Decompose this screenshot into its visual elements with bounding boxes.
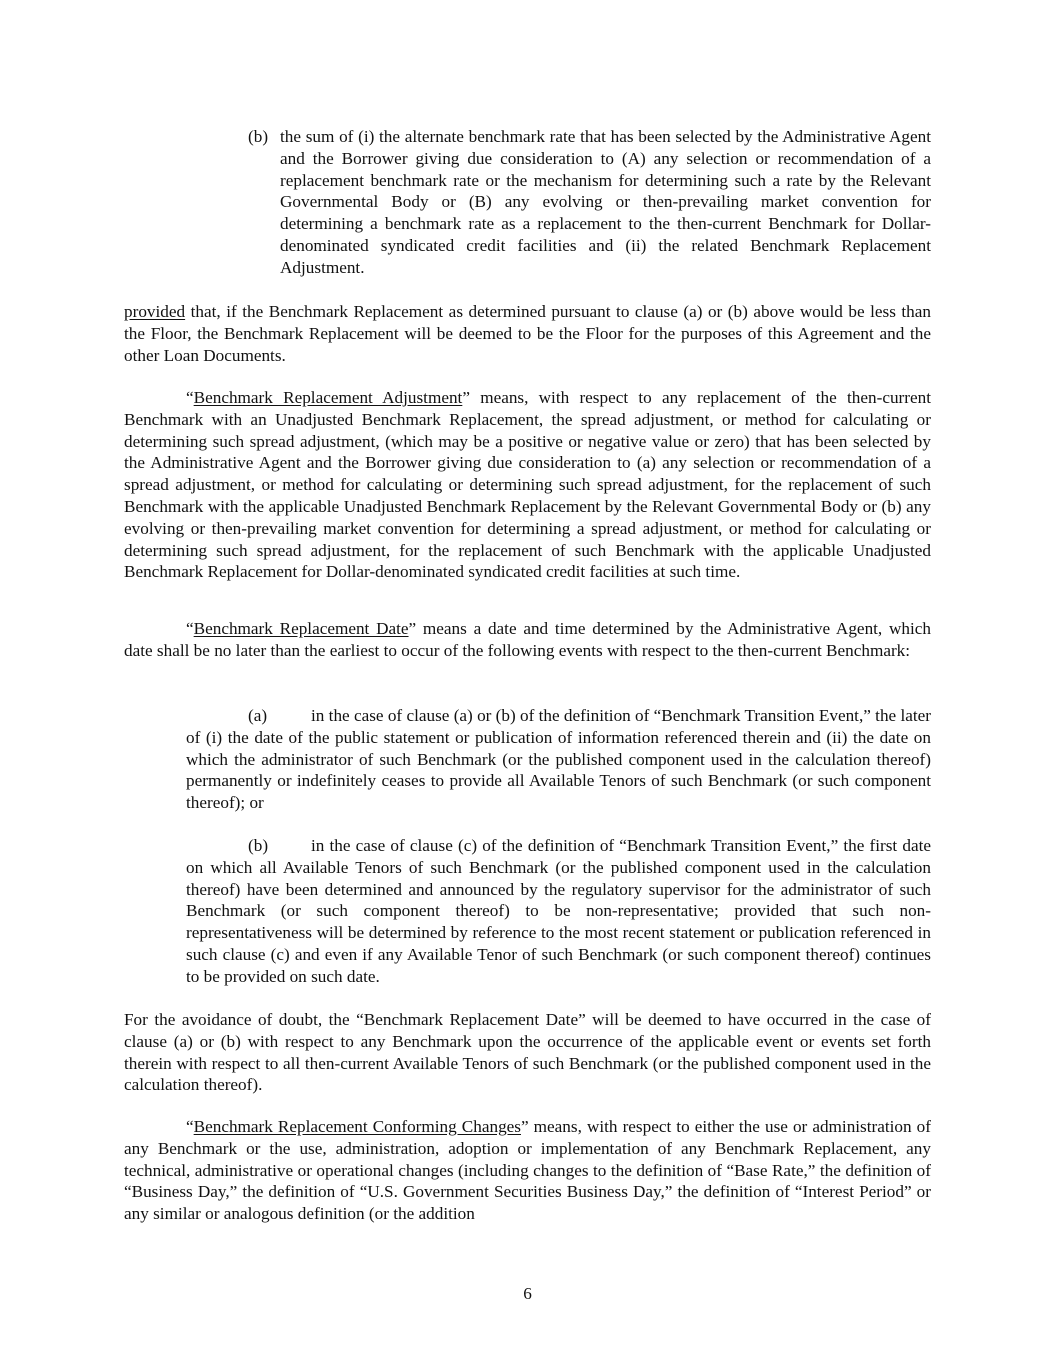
proviso-term: provided	[124, 302, 186, 321]
date-clause-a	[186, 705, 931, 814]
date-clause-b-label: (b)	[248, 836, 269, 855]
clause-b-label: (b)	[248, 127, 269, 146]
definition-text: ” means, with respect to either the use or administration of any Benchmark or the use, administration, adoption or implementation of any Benchmark Replacement, any technical, administrative or operational changes (including changes to the definition of “Base Rate,” the definition of “Business Day,” the definition of “U.S. Government Securities Business Day,” the definition of “Interest Period” or any similar or analogous definition (or the addition	[124, 1117, 931, 1224]
definition-text: ” means a date and time determined by the Administrative Agent, which date shall be no later than the earliest to occur of the following events with respect to the then-current Benchmark:	[124, 619, 931, 660]
proviso-text: that, if the Benchmark Replacement as determined pursuant to clause (a) or (b) above would be less than the Floor, the Benchmark Replacement will be deemed to be the Floor for the purposes of this Agreement and the other Loan Documents.	[124, 302, 931, 365]
defined-term: Benchmark Replacement Adjustment	[193, 388, 463, 407]
date-clause-b	[186, 835, 931, 988]
proviso-paragraph	[124, 301, 931, 366]
date-clause-b-text: in the case of clause (c) of the definition of “Benchmark Transition Event,” the first date on which all Available Tenors of such Benchmark (or the published component used in the calculation thereof) have been determined and announced by the regulatory supervisor for the administrator of such Benchmark (or such component thereof) to be non-representative; provided that such non-representativeness will be determined by reference to the most recent statement or publication referenced in such clause (c) and even if any Available Tenor of such Benchmark (or such component thereof) continues to be provided on such date.	[186, 836, 931, 986]
open-quote: “	[186, 388, 194, 407]
definition-text: ” means, with respect to any replacement of the then-current Benchmark with an Unadjusted Benchmark Replacement, the spread adjustment, or method for calculating or determining such spread adjustment, (which may be a positive or negative value or zero) that has been selected by the Administrative Agent and the Borrower giving due consideration to (a) any selection or recommendation of a spread adjustment, or method for calculating or determining such spread adjustment, for the replacement of such Benchmark with the applicable Unadjusted Benchmark Replacement by the Relevant Governmental Body or (b) any evolving or then-prevailing market convention for determining a spread adjustment, or method for calculating or determining such spread adjustment, for the replacement of such Benchmark with the applicable Unadjusted Benchmark Replacement for Dollar-denominated syndicated credit facilities at such time.	[124, 388, 932, 582]
defined-term: Benchmark Replacement Date	[193, 619, 409, 638]
avoidance-paragraph: For the avoidance of doubt, the “Benchmark Replacement Date” will be deemed to have occurred in the case of clause (a) or (b) with respect to any Benchmark upon the occurrence of the applicable event or events set forth therein with respect to all then-current Available Tenors of such Benchmark (or the published component used in the calculation thereof).	[124, 1010, 931, 1095]
defined-term: Benchmark Replacement Conforming Changes	[193, 1117, 521, 1136]
date-clause-a-text: in the case of clause (a) or (b) of the definition of “Benchmark Transition Event,” the later of (i) the date of the public statement or publication of information referenced therein and (ii) the date on which the administrator of such Benchmark (or the published component used in the calculation thereof) permanently or indefinitely ceases to provide all Available Tenors of such Benchmark (or such component thereof); or	[186, 706, 931, 813]
open-quote: “	[186, 619, 194, 638]
clause-b-text: the sum of (i) the alternate benchmark rate that has been selected by the Administrative Agent and the Borrower giving due consideration to (A) any selection or recommendation of a replacement benchmark rate or the mechanism for determining such a rate by the Relevant Governmental Body or (B) any evolving or then-prevailing market convention for determining a benchmark rate as a replacement to the then-current Benchmark for Dollar-denominated syndicated credit facilities and (ii) the related Benchmark Replacement Adjustment.	[280, 127, 931, 277]
definition-benchmark-replacement-date	[124, 618, 931, 662]
open-quote: “	[186, 1117, 194, 1136]
page-number: 6	[523, 1284, 532, 1303]
definition-benchmark-replacement-conforming-changes	[124, 1116, 931, 1225]
date-clause-a-label: (a)	[248, 706, 268, 725]
definition-benchmark-replacement-adjustment	[124, 387, 931, 583]
